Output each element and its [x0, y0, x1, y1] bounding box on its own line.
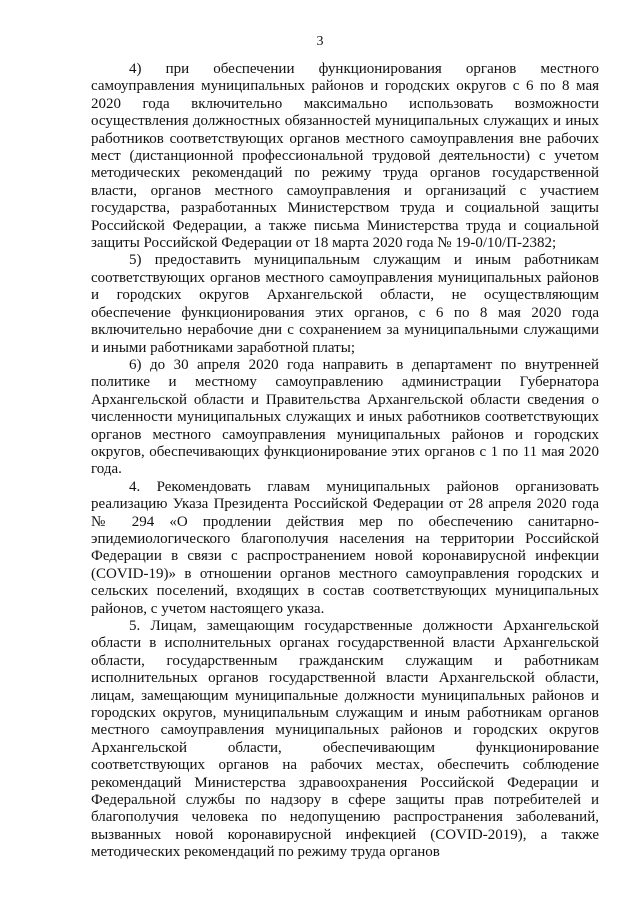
paragraph-item-6: 6) до 30 апреля 2020 года направить в департамент по внутренней политике и местному самоуправлению администрации Губернатора Архангельской области и Правительства Архангельской области сведения о численности муниципальных служащих и иных работников соответствующих органов местного самоуправления муниципальных районов и городских округов, обеспечивающих функционирование этих органов с 1 по 11 мая 2020 года. — [91, 356, 599, 478]
paragraph-item-5: 5) предоставить муниципальным служащим и иным работникам соответствующих органов местного самоуправления муниципальных районов и городских округов Архангельской области, не осуществляющим обеспечение функционирования этих органов, с 6 по 8 мая 2020 года включительно нерабочие дни с сохранением за муниципальными служащими и иными работниками заработной платы; — [91, 252, 599, 356]
paragraph-clause-4: 4. Рекомендовать главам муниципальных районов организовать реализацию Указа Президента Российской Федерации от 28 апреля 2020 года № 294 «О продлении действия мер по обеспечению санитарно-эпидемиологического благополучия населения на территории Российской Федерации в связи с распространением новой коронавирусной инфекции (COVID-19)» в отношении органов местного самоуправления городских и сельских поселений, входящих в состав соответствующих муниципальных районов, с учетом настоящего указа. — [91, 478, 599, 617]
document-body — [91, 61, 599, 862]
paragraph-clause-5: 5. Лицам, замещающим государственные должности Архангельской области в исполнительных органах государственной власти Архангельской области, государственным гражданским служащим и работникам исполнительных органов государственной власти Архангельской области, лицам, замещающим муниципальные должности муниципальных районов и городских округов, муниципальным служащим и иным работникам органов местного самоуправления муниципальных районов и городских округов Архангельской области, обеспечивающим функционирование соответствующих органов на рабочих местах, обеспечить соблюдение рекомендаций Министерства здравоохранения Российской Федерации и Федеральной службы по надзору в сфере защиты прав потребителей и благополучия человека по недопущению распространения заболеваний, вызванных новой коронавирусной инфекцией (COVID-2019), а также методических рекомендаций по режиму труда органов — [91, 618, 599, 861]
paragraph-item-4: 4) при обеспечении функционирования органов местного самоуправления муниципальных районов и городских округов с 6 по 8 мая 2020 года включительно максимально использовать возможности осуществления должностных обязанностей муниципальных служащих и иных работников соответствующих органов местного самоуправления вне рабочих мест (дистанционной профессиональной трудовой деятельности) с учетом методических рекомендаций по режиму труда органов государственной власти, органов местного самоуправления и организаций с участием государства, разработанных Министерством труда и социальной защиты Российской Федерации, а также письма Министерства труда и социальной защиты Российской Федерации от 18 марта 2020 года № 19-0/10/П-2382; — [91, 61, 599, 252]
page-number: 3 — [316, 34, 324, 49]
